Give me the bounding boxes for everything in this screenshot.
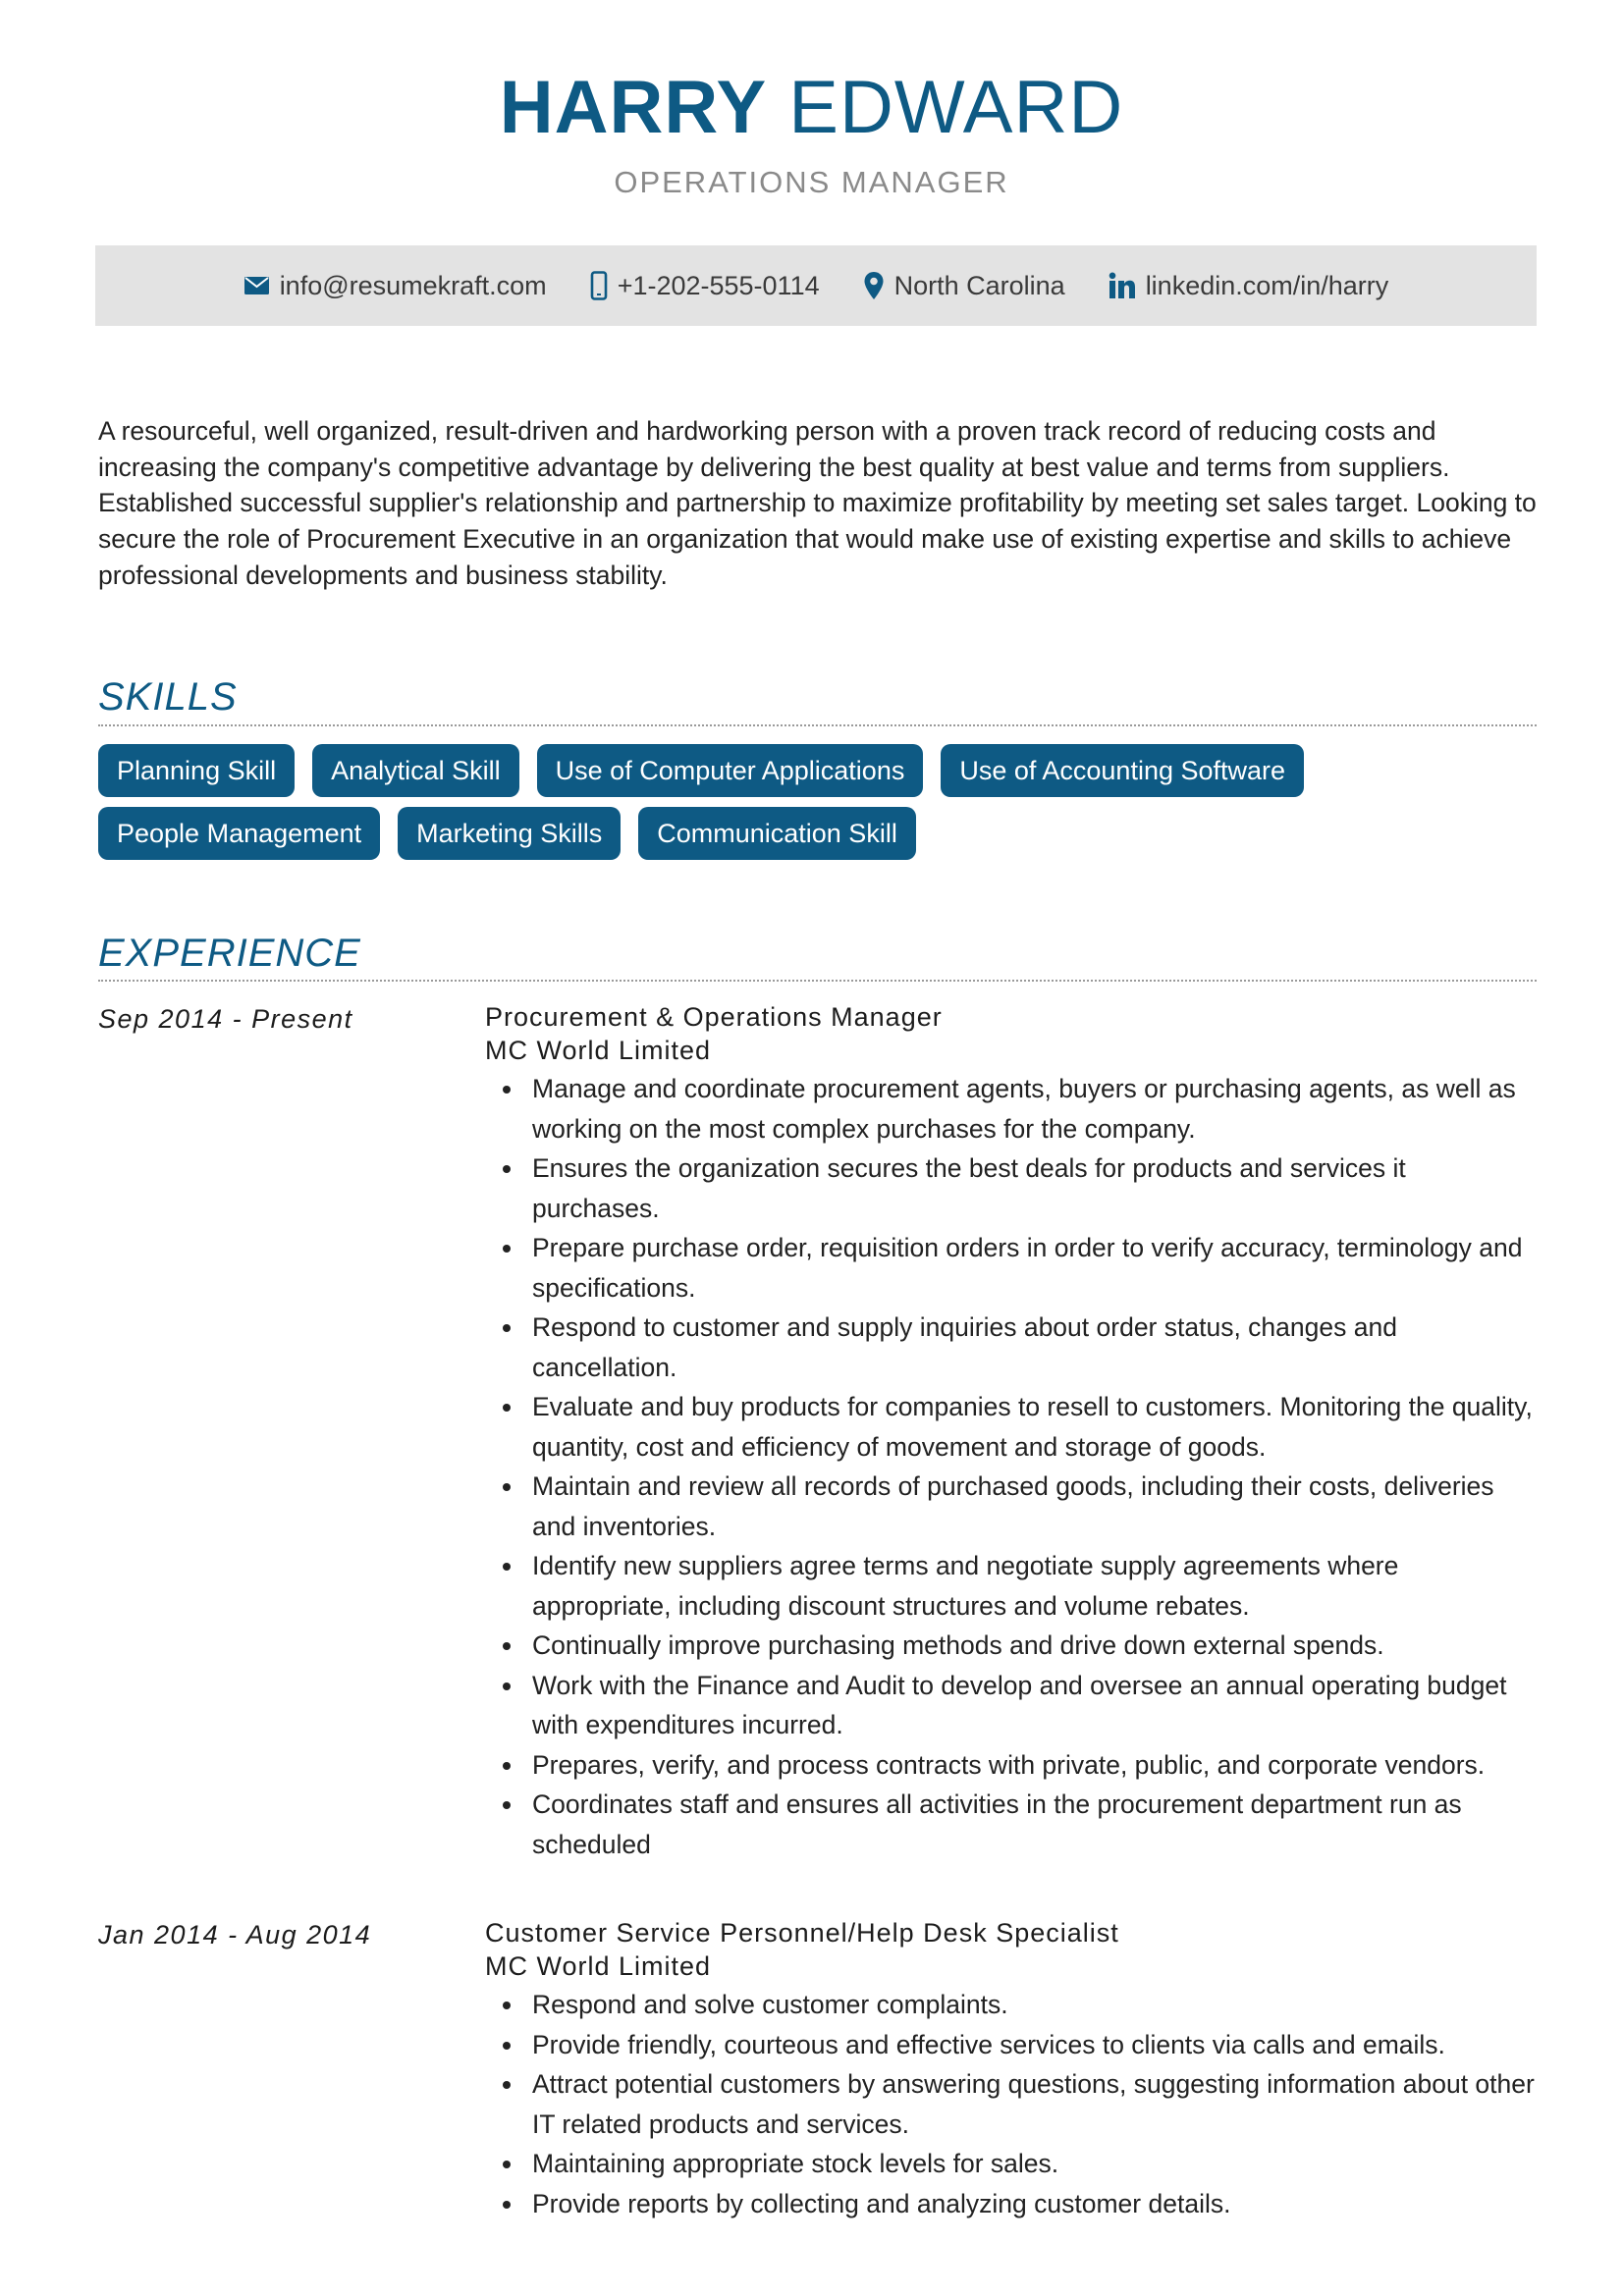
bullet-item: Provide reports by collecting and analyzing customer details. [485,2184,1536,2224]
candidate-name [0,66,1623,149]
skill-tag: Planning Skill [98,744,295,797]
bullet-item: Prepares, verify, and process contracts with private, public, and corporate vendors. [485,1745,1536,1786]
experience-1-bullets [485,1069,1536,1864]
linkedin-icon [1109,272,1136,299]
experience-1-dates: Sep 2014 - Present [98,1004,353,1034]
experience-1-title: Procurement & Operations Manager [485,1002,943,1032]
skill-tag: Use of Computer Applications [537,744,924,797]
location-text: North Carolina [893,270,1065,300]
experience-2-dates: Jan 2014 - Aug 2014 [98,1920,372,1949]
job-role: OPERATIONS MANAGER [614,165,1009,199]
bullet-item: Respond and solve customer complaints. [485,1985,1536,2025]
skills-list [98,744,1537,860]
bullet-item: Ensures the organization secures the best deals for products and services it purchases. [485,1148,1536,1228]
profile-summary: A resourceful, well organized, result-driven and hardworking person with a proven track record of reducing costs and increasing the company's competitive advantage by delivering the best quality at best value and terms from suppliers. Established successful supplier's relationship and partnership to maximize profitability by meeting set sales target. Looking to secure the role of Procurement Executive in an organization that would make use of existing expertise and skills to achieve professional developments and business stability. [98,416,1537,590]
contact-email[interactable] [243,271,547,301]
bullet-item: Prepare purchase order, requisition orders in order to verify accuracy, terminology and specifications. [485,1228,1536,1308]
skill-tag: Analytical Skill [312,744,519,797]
contact-bar [95,245,1537,326]
skill-tag: People Management [98,807,380,860]
linkedin-text: linkedin.com/in/harry [1145,270,1389,300]
bullet-item: Maintaining appropriate stock levels for sales. [485,2144,1536,2184]
skills-divider [98,724,1537,726]
experience-heading: EXPERIENCE [98,932,361,975]
bullet-item: Coordinates staff and ensures all activities in the procurement department run as scheduled [485,1785,1536,1864]
email-text: info@resumekraft.com [279,270,547,300]
skill-tag: Communication Skill [638,807,916,860]
skills-heading: SKILLS [98,675,238,719]
mobile-phone-icon [590,271,608,300]
bullet-item: Provide friendly, courteous and effective services to clients via calls and emails. [485,2025,1536,2065]
bullet-item: Respond to customer and supply inquiries about order status, changes and cancellation. [485,1308,1536,1387]
experience-2-bullets [485,1985,1536,2223]
experience-1 [485,1000,1536,1864]
bullet-item: Work with the Finance and Audit to develop and oversee an annual operating budget with expenditures incurred. [485,1666,1536,1745]
experience-2-title: Customer Service Personnel/Help Desk Specialist [485,1918,1119,1948]
bullet-item: Attract potential customers by answering questions, suggesting information about other IT related products and services. [485,2064,1536,2144]
experience-divider [98,980,1537,982]
skill-tag: Marketing Skills [398,807,621,860]
skill-tag: Use of Accounting Software [941,744,1304,797]
phone-text: +1-202-555-0114 [617,270,820,300]
last-name: EDWARD [788,66,1124,149]
contact-phone[interactable] [590,271,820,301]
contact-linkedin[interactable] [1109,271,1389,301]
first-name: HARRY [499,66,768,149]
experience-2-company: MC World Limited [485,1951,712,1981]
bullet-item: Continually improve purchasing methods and drive down external spends. [485,1626,1536,1666]
bullet-item: Maintain and review all records of purchased goods, including their costs, deliveries and inventories. [485,1467,1536,1546]
bullet-item: Evaluate and buy products for companies to resell to customers. Monitoring the quality, quantity, cost and efficiency of movement and storage of goods. [485,1387,1536,1467]
contact-location [863,271,1065,301]
experience-2 [485,1916,1536,2223]
bullet-item: Identify new suppliers agree terms and negotiate supply agreements where appropriate, including discount structures and volume rebates. [485,1546,1536,1626]
experience-1-company: MC World Limited [485,1036,712,1065]
envelope-icon [243,276,270,295]
bullet-item: Manage and coordinate procurement agents, buyers or purchasing agents, as well as working on the most complex purchases for the company. [485,1069,1536,1148]
map-pin-icon [863,271,885,300]
